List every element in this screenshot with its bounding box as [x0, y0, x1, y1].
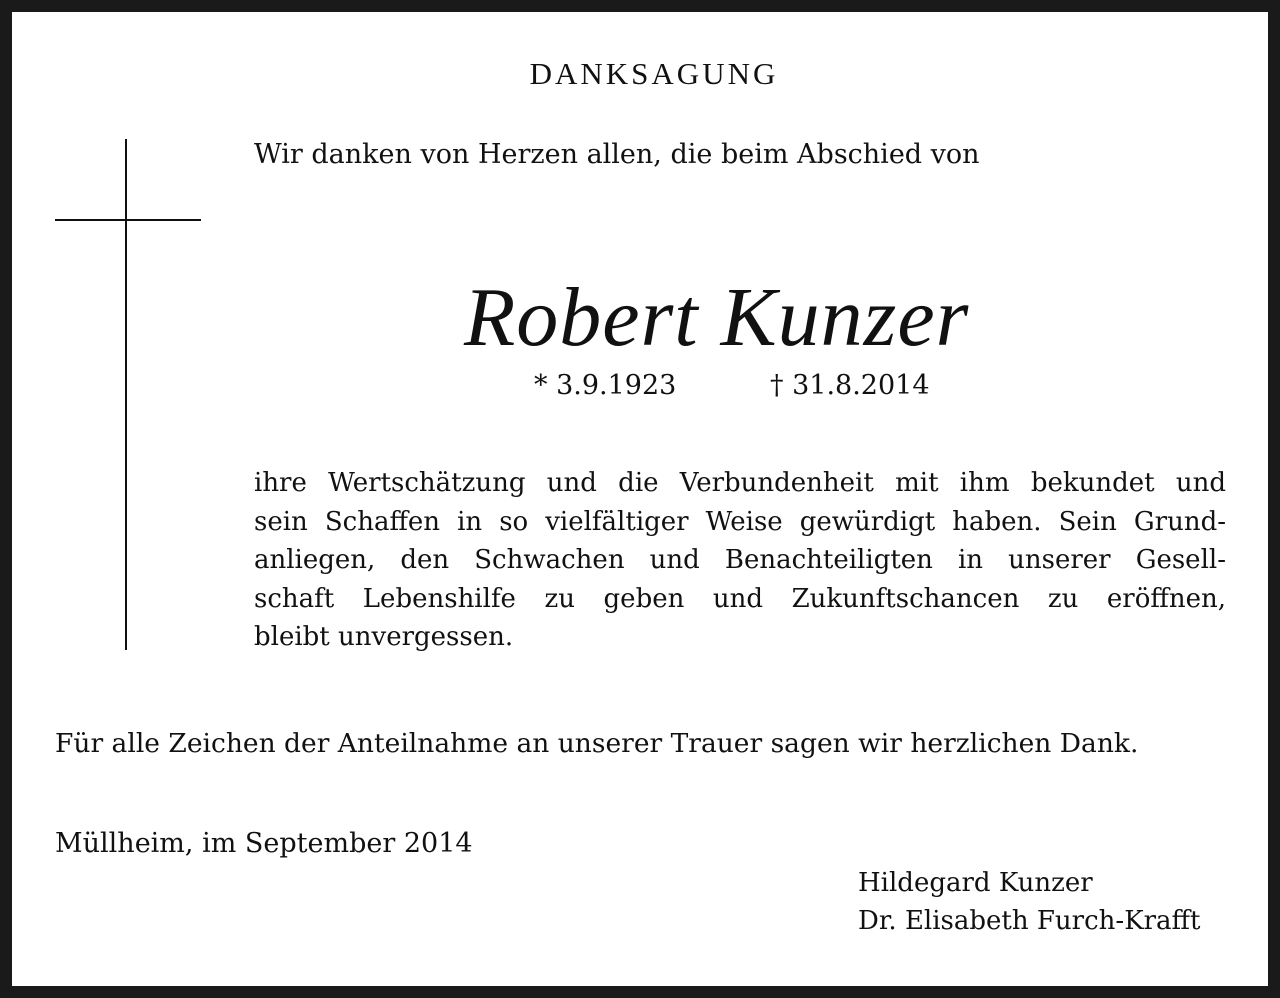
death-date: † 31.8.2014 [770, 370, 930, 401]
body-line: ihre Wertschätzung und die Verbundenheit mit ihm bekundet und [254, 468, 1226, 498]
body-paragraph [254, 464, 1226, 657]
signatory-name: Hildegard Kunzer [858, 868, 1093, 898]
deceased-name: Robert Kunzer [464, 271, 970, 364]
signatory-name: Dr. Elisabeth Furch-Krafft [858, 906, 1201, 936]
body-line: bleibt unvergessen. [254, 622, 514, 652]
signatories [858, 864, 1200, 940]
thanks-text: Für alle Zeichen der Anteilnahme an unserer Trauer sagen wir herzlichen Dank. [55, 728, 1139, 759]
cross-icon-vertical-bar [125, 139, 127, 650]
body-line: anliegen, den Schwachen und Benachteiligten in unserer Gesell- [254, 545, 1226, 575]
notice-heading: DANKSAGUNG [529, 56, 779, 91]
body-line: sein Schaffen in so vielfältiger Weise gewürdigt haben. Sein Grund- [254, 506, 1226, 537]
cross-icon-horizontal-bar [55, 219, 201, 221]
body-line: schaft Lebenshilfe zu geben und Zukunftschancen zu eröffnen, [254, 583, 1226, 614]
intro-text: Wir danken von Herzen allen, die beim Abschied von [254, 139, 980, 170]
place-and-date: Müllheim, im September 2014 [55, 828, 473, 859]
birth-date: * 3.9.1923 [534, 370, 677, 401]
